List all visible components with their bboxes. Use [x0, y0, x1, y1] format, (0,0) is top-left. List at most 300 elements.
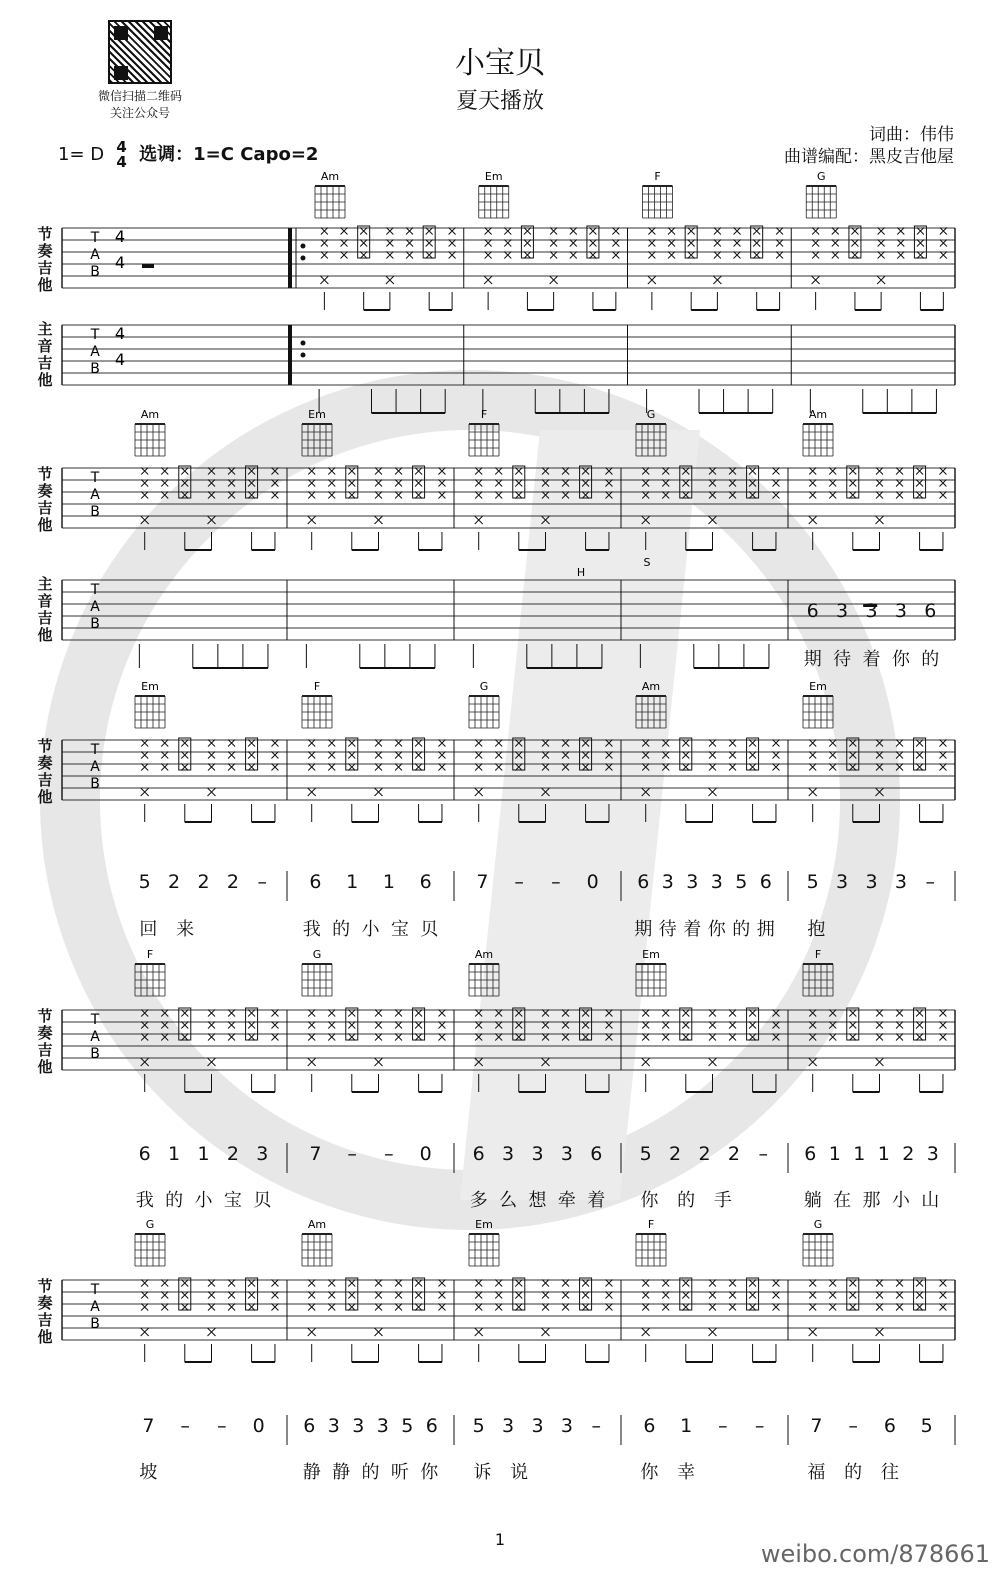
strum-x	[161, 1010, 168, 1017]
artist-name: 夏天播放	[455, 89, 544, 114]
strum-x	[495, 480, 502, 487]
strum-x	[550, 252, 557, 259]
strum-x	[562, 1034, 569, 1041]
strum-x	[328, 752, 335, 759]
strum-x	[308, 740, 315, 747]
jianpu-note: –	[514, 871, 524, 893]
lyric-char: 小	[361, 919, 380, 940]
strum-x	[161, 1292, 168, 1299]
strum-x	[612, 228, 619, 235]
strum-x	[709, 1304, 716, 1311]
strum-x	[438, 1304, 445, 1311]
tab-letter: B	[90, 264, 100, 280]
tab-letter: T	[90, 582, 100, 598]
strum-x	[328, 1010, 335, 1017]
strum-x	[271, 492, 278, 499]
strum-x	[375, 1304, 382, 1311]
strum-x	[248, 764, 255, 771]
jianpu-note: 3	[926, 1143, 939, 1165]
strum-x	[662, 1022, 669, 1029]
jianpu-note: 7	[142, 1415, 155, 1437]
strum-x	[375, 480, 382, 487]
chord-diagram	[803, 948, 833, 996]
rhythm-staff	[62, 1010, 955, 1070]
strum-x	[348, 480, 355, 487]
strum-x	[753, 240, 760, 247]
jianpu-note: 6	[637, 871, 650, 893]
strum-x	[181, 1292, 188, 1299]
strum-x	[878, 228, 885, 235]
chord-name: Am	[641, 680, 661, 693]
strum-x	[729, 492, 736, 499]
strum-x	[208, 1010, 215, 1017]
strum-x	[709, 468, 716, 475]
strum-x	[829, 752, 836, 759]
strum-x	[832, 228, 839, 235]
bass-x	[542, 516, 550, 524]
strum-x	[729, 480, 736, 487]
strum-x	[642, 468, 649, 475]
weibo-watermark: weibo.com/878661	[760, 1540, 990, 1568]
strum-x	[809, 1280, 816, 1287]
qr-caption-1: 微信扫描二维码	[97, 89, 182, 103]
lyric-char: 在	[833, 1190, 852, 1211]
strum-x	[181, 740, 188, 747]
jianpu-note: 1	[853, 1143, 866, 1165]
jianpu-note: 0	[419, 1143, 432, 1165]
strum-x	[550, 228, 557, 235]
strum-x	[939, 1280, 946, 1287]
bass-x	[208, 516, 216, 524]
jianpu-note: –	[257, 871, 268, 893]
chord-name: F	[814, 948, 822, 961]
strum-x	[415, 1010, 422, 1017]
strum-x	[809, 1010, 816, 1017]
bass-x	[141, 516, 149, 524]
chord-diagram	[315, 170, 345, 218]
strum-x	[709, 1010, 716, 1017]
strum-x	[271, 1034, 278, 1041]
strum-x	[248, 1034, 255, 1041]
strum-x	[809, 1292, 816, 1299]
strum-x	[395, 492, 402, 499]
strum-x	[662, 1304, 669, 1311]
chord-diagram	[302, 680, 332, 728]
strum-x	[524, 240, 531, 247]
strum-x	[485, 252, 492, 259]
strum-x	[228, 1280, 235, 1287]
lyric-char: 抱	[807, 919, 826, 940]
strum-x	[415, 1280, 422, 1287]
strum-x	[161, 1034, 168, 1041]
strum-x	[161, 468, 168, 475]
strum-x	[876, 468, 883, 475]
strum-x	[809, 480, 816, 487]
jianpu-note: 1	[168, 1143, 181, 1165]
chord-name: F	[480, 408, 488, 421]
jianpu-note: 6	[806, 600, 819, 622]
chord-diagram	[135, 408, 165, 456]
strum-x	[642, 764, 649, 771]
lyric-char: 山	[921, 1190, 940, 1211]
strum-x	[642, 1304, 649, 1311]
bass-x	[141, 1328, 149, 1336]
strum-x	[415, 740, 422, 747]
key-select: 选调：1=C Capo=2	[139, 144, 319, 165]
strum-x	[849, 480, 856, 487]
strum-x	[141, 1304, 148, 1311]
strum-x	[426, 252, 433, 259]
strum-x	[709, 764, 716, 771]
strum-x	[228, 1304, 235, 1311]
strum-x	[829, 492, 836, 499]
jianpu-note: –	[848, 1415, 858, 1437]
lyric-char: 我	[302, 919, 321, 940]
jianpu-note: 3	[836, 600, 849, 622]
chord-name: G	[646, 408, 656, 421]
jianpu-note: –	[217, 1415, 227, 1437]
strum-x	[248, 1280, 255, 1287]
strum-x	[348, 740, 355, 747]
lyric-char: 的	[332, 919, 351, 940]
bass-x	[550, 276, 558, 284]
strum-x	[729, 752, 736, 759]
strum-x	[896, 1292, 903, 1299]
jianpu-note: 3	[502, 1143, 515, 1165]
strum-x	[662, 1280, 669, 1287]
strum-x	[438, 1022, 445, 1029]
strum-x	[605, 740, 612, 747]
strum-x	[917, 252, 924, 259]
lyric-char: 待	[658, 919, 677, 940]
strum-x	[851, 240, 858, 247]
strum-x	[939, 492, 946, 499]
strum-x	[772, 1292, 779, 1299]
lyric-char: 回	[139, 919, 158, 940]
jianpu-note: 7	[309, 1143, 322, 1165]
strum-x	[642, 740, 649, 747]
strum-x	[772, 468, 779, 475]
strum-x	[438, 764, 445, 771]
strum-x	[328, 740, 335, 747]
bass-x	[386, 276, 394, 284]
jianpu-note: –	[551, 871, 561, 893]
tab-letter: A	[90, 1299, 100, 1315]
strum-x	[181, 1280, 188, 1287]
strum-x	[562, 1304, 569, 1311]
strum-x	[542, 752, 549, 759]
strum-x	[449, 228, 456, 235]
chord-name: Am	[808, 408, 828, 421]
strum-x	[438, 492, 445, 499]
chord-name: G	[145, 1218, 155, 1231]
strum-x	[248, 752, 255, 759]
strum-x	[321, 240, 328, 247]
strum-x	[208, 1292, 215, 1299]
jianpu-note: 1	[382, 871, 395, 893]
strum-x	[876, 492, 883, 499]
lyric-char: 的	[844, 1462, 863, 1483]
bass-x	[709, 788, 717, 796]
strum-x	[582, 1280, 589, 1287]
strum-x	[341, 240, 348, 247]
page-number: 1	[494, 1530, 506, 1549]
strum-x	[271, 752, 278, 759]
strum-x	[208, 1034, 215, 1041]
bass-x	[141, 1058, 149, 1066]
chord-name: Em	[484, 170, 503, 183]
strum-x	[475, 1034, 482, 1041]
jianpu-note: 3	[560, 1415, 573, 1437]
bass-x	[876, 788, 884, 796]
strum-x	[248, 1292, 255, 1299]
strum-x	[753, 228, 760, 235]
strum-x	[181, 1304, 188, 1311]
jianpu-note: 5	[806, 871, 819, 893]
strum-x	[939, 1010, 946, 1017]
chord-name: Am	[307, 1218, 327, 1231]
strum-x	[939, 752, 946, 759]
strum-x	[328, 1304, 335, 1311]
strum-x	[682, 1304, 689, 1311]
chord-diagram	[803, 408, 833, 456]
tab-letter: B	[90, 1046, 100, 1062]
jianpu-note: 3	[531, 1143, 544, 1165]
strum-x	[682, 1280, 689, 1287]
strum-x	[208, 740, 215, 747]
strum-x	[939, 1304, 946, 1311]
time-sig-digit: 4	[114, 253, 126, 272]
lyric-char: 你	[891, 649, 910, 670]
strum-x	[141, 1010, 148, 1017]
strum-x	[916, 492, 923, 499]
strum-x	[940, 228, 947, 235]
strum-x	[896, 480, 903, 487]
strum-x	[562, 1292, 569, 1299]
strum-x	[141, 740, 148, 747]
strum-x	[939, 1022, 946, 1029]
tab-letter: T	[90, 230, 100, 246]
lyric-char: 宝	[223, 1190, 242, 1211]
strum-x	[642, 1010, 649, 1017]
jianpu-note: 5	[138, 871, 151, 893]
strum-x	[772, 752, 779, 759]
bass-x	[542, 1058, 550, 1066]
strum-x	[734, 252, 741, 259]
strum-x	[709, 1034, 716, 1041]
strum-x	[605, 492, 612, 499]
strum-x	[542, 480, 549, 487]
strum-x	[662, 468, 669, 475]
strum-x	[542, 1292, 549, 1299]
strum-x	[896, 764, 903, 771]
strum-x	[829, 1022, 836, 1029]
strum-x	[896, 1034, 903, 1041]
jianpu-note: –	[384, 1143, 394, 1165]
strum-x	[161, 1022, 168, 1029]
jianpu-note: 5	[639, 1143, 652, 1165]
strum-x	[228, 740, 235, 747]
lyric-char: 诉	[473, 1462, 492, 1483]
strum-x	[876, 1010, 883, 1017]
strum-x	[809, 764, 816, 771]
chord-name: Em	[308, 408, 326, 421]
jianpu-note: 6	[759, 871, 772, 893]
strum-x	[896, 492, 903, 499]
rhythm-staff	[62, 1280, 955, 1340]
strum-x	[642, 1280, 649, 1287]
strum-x	[141, 480, 148, 487]
strum-x	[495, 1010, 502, 1017]
strum-x	[181, 468, 188, 475]
strum-x	[141, 492, 148, 499]
strum-x	[495, 764, 502, 771]
strum-x	[896, 1022, 903, 1029]
strum-x	[896, 740, 903, 747]
strum-x	[605, 1280, 612, 1287]
strum-x	[415, 480, 422, 487]
jianpu-note: –	[591, 1415, 602, 1437]
strum-x	[896, 752, 903, 759]
strum-x	[395, 764, 402, 771]
strum-x	[475, 468, 482, 475]
strum-x	[851, 228, 858, 235]
strum-x	[248, 1010, 255, 1017]
strum-x	[449, 240, 456, 247]
strum-x	[308, 1304, 315, 1311]
strum-x	[495, 1292, 502, 1299]
jianpu-note: 7	[810, 1415, 823, 1437]
strum-x	[475, 752, 482, 759]
strum-x	[415, 1304, 422, 1311]
strum-x	[642, 1034, 649, 1041]
rhythm-guitar-label: 节奏吉他	[37, 737, 53, 806]
bass-x	[375, 516, 383, 524]
strum-x	[141, 764, 148, 771]
strum-x	[668, 252, 675, 259]
strum-x	[504, 240, 511, 247]
strum-x	[772, 480, 779, 487]
strum-x	[375, 764, 382, 771]
jianpu-note: 6	[472, 1143, 485, 1165]
strum-x	[897, 240, 904, 247]
bass-x	[308, 516, 316, 524]
strum-x	[662, 764, 669, 771]
bass-x	[208, 1328, 216, 1336]
jianpu-note: 2	[168, 871, 181, 893]
strum-x	[562, 740, 569, 747]
strum-x	[228, 1022, 235, 1029]
strum-x	[348, 1292, 355, 1299]
jianpu-note: 6	[924, 600, 937, 622]
lyric-char: 你	[420, 1462, 439, 1483]
strum-x	[161, 1280, 168, 1287]
jianpu-note: 3	[256, 1143, 269, 1165]
jianpu-note: 6	[309, 871, 322, 893]
strum-x	[662, 480, 669, 487]
strum-x	[662, 1292, 669, 1299]
strum-x	[308, 764, 315, 771]
rhythm-guitar-label: 节奏吉他	[37, 1007, 53, 1076]
tab-letter: A	[90, 599, 100, 615]
strum-x	[812, 252, 819, 259]
strum-x	[917, 240, 924, 247]
strum-x	[772, 1280, 779, 1287]
strum-x	[228, 492, 235, 499]
strum-x	[395, 1034, 402, 1041]
strum-x	[438, 480, 445, 487]
strum-x	[940, 252, 947, 259]
chord-name: Am	[320, 170, 340, 183]
strum-x	[308, 1292, 315, 1299]
lyric-char: 宝	[390, 919, 409, 940]
key-label: 1= D	[58, 144, 105, 165]
strum-x	[395, 1304, 402, 1311]
jianpu-note: 1	[197, 1143, 210, 1165]
strum-x	[734, 228, 741, 235]
strum-x	[161, 740, 168, 747]
jianpu-note: 1	[828, 1143, 841, 1165]
strum-x	[612, 252, 619, 259]
strum-x	[682, 1292, 689, 1299]
strum-x	[475, 740, 482, 747]
strum-x	[648, 252, 655, 259]
strum-x	[395, 480, 402, 487]
strum-x	[662, 752, 669, 759]
arrange-credit: 曲谱编配：黑皮吉他屋	[784, 147, 954, 167]
bass-x	[642, 516, 650, 524]
jianpu-note: 2	[698, 1143, 711, 1165]
strum-x	[916, 1280, 923, 1287]
strum-x	[485, 228, 492, 235]
strum-x	[849, 1280, 856, 1287]
strum-x	[829, 1034, 836, 1041]
strum-x	[515, 1292, 522, 1299]
strum-x	[271, 1010, 278, 1017]
strum-x	[348, 1280, 355, 1287]
jianpu-note: 3	[376, 1415, 389, 1437]
lyric-char: 贝	[420, 919, 439, 940]
bass-x	[812, 276, 820, 284]
strum-x	[395, 1010, 402, 1017]
strum-x	[308, 1280, 315, 1287]
strum-x	[662, 1010, 669, 1017]
jianpu-note: 6	[303, 1415, 316, 1437]
tab-letter: B	[90, 1316, 100, 1332]
chord-diagram	[135, 1218, 165, 1266]
strum-x	[475, 492, 482, 499]
strum-x	[849, 1010, 856, 1017]
strum-x	[749, 1010, 756, 1017]
strum-x	[570, 240, 577, 247]
jianpu-note: 3	[894, 600, 907, 622]
strum-x	[386, 240, 393, 247]
strum-x	[776, 228, 783, 235]
chord-diagram	[479, 170, 509, 218]
jianpu-note: –	[718, 1415, 728, 1437]
strum-x	[495, 752, 502, 759]
lyric-char: 拥	[756, 919, 775, 940]
strum-x	[515, 468, 522, 475]
strum-x	[876, 1022, 883, 1029]
chord-name: Am	[474, 948, 494, 961]
strum-x	[271, 764, 278, 771]
bass-x	[308, 1058, 316, 1066]
strum-x	[542, 740, 549, 747]
bass-x	[809, 1328, 817, 1336]
lyric-char: 么	[499, 1190, 518, 1211]
chord-name: Em	[642, 948, 660, 961]
